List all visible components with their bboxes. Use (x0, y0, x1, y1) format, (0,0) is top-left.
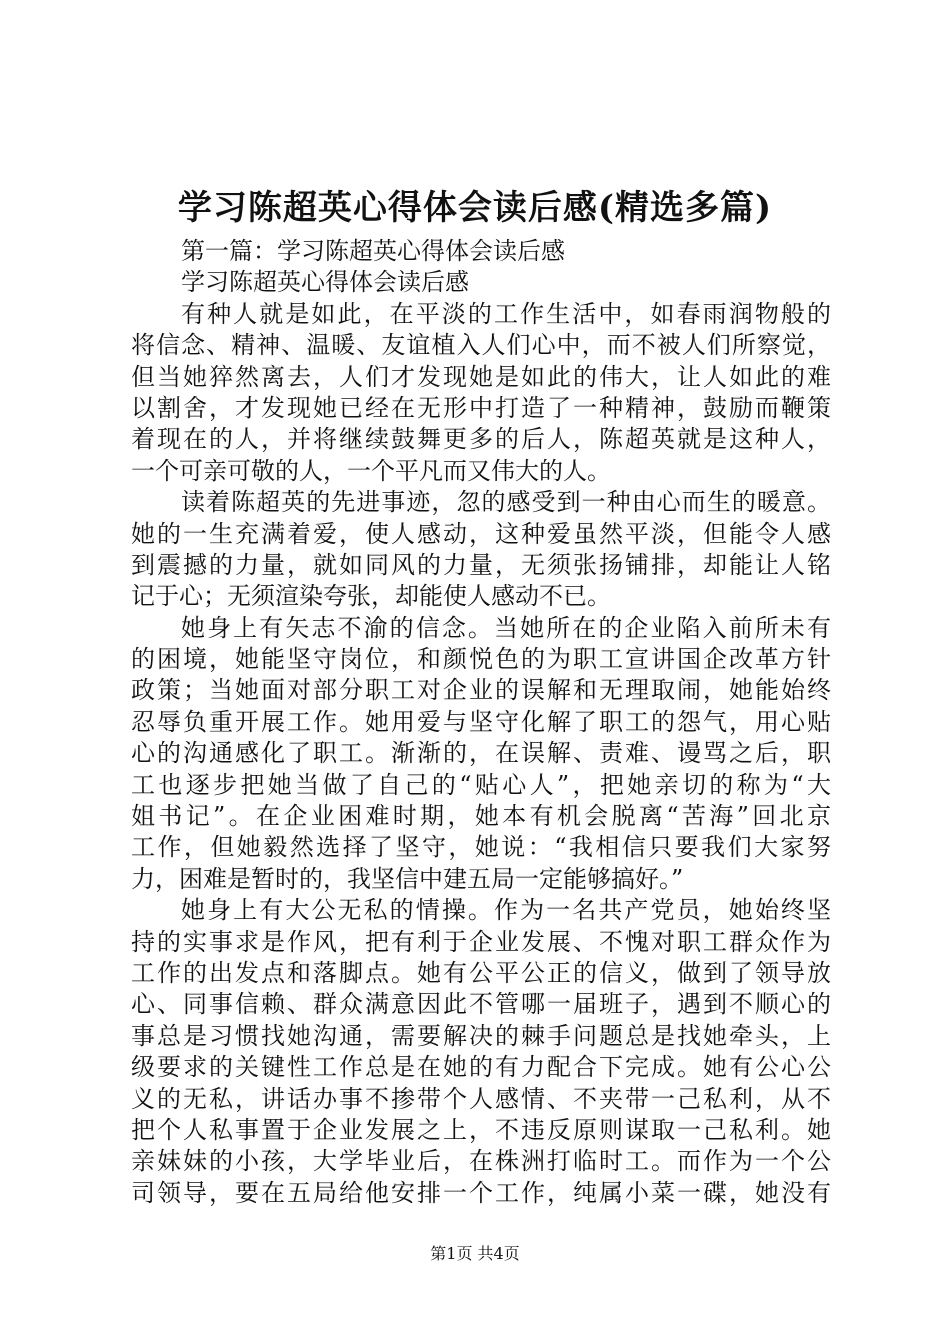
text-line: 有种人就是如此，在平淡的工作生活中，如春雨润物般的 (181, 299, 831, 328)
text-line: 心的沟通感化了职工。渐渐的，在误解、责难、谩骂之后，职 (131, 739, 831, 768)
text-line: 读着陈超英的先进事迹，忽的感受到一种由心而生的暖意。 (181, 488, 831, 517)
text-line: 级要求的关键性工作总是在她的有力配合下完成。她有公心公 (131, 1053, 831, 1082)
text-line: 义的无私，讲话办事不掺带个人感情、不夹带一己私利，从不 (131, 1084, 831, 1113)
text-line: 司领导，要在五局给他安排一个工作，纯属小菜一碟，她没有 (131, 1178, 831, 1207)
document-body (131, 236, 831, 1209)
text-line: 的困境，她能坚守岗位，和颜悦色的为职工宣讲国企改革方针 (131, 645, 831, 674)
text-line: 政策；当她面对部分职工对企业的误解和无理取闹，她能始终 (131, 676, 831, 705)
text-line: 工作，但她毅然选择了坚守，她说：“我相信只要我们大家努 (131, 833, 831, 862)
text-line: 持的实事求是作风，把有利于企业发展、不愧对职工群众作为 (131, 927, 831, 956)
text-line: 工作的出发点和落脚点。她有公平公正的信义，做到了领导放 (131, 958, 831, 987)
text-line: 把个人私事置于企业发展之上，不违反原则谋取一己私利。她 (131, 1115, 831, 1144)
text-line: 她身上有大公无私的情操。作为一名共产党员，她始终坚 (181, 896, 831, 925)
text-line: 亲妹妹的小孩，大学毕业后，在株洲打临时工。而作为一个公 (131, 1147, 831, 1176)
page-number-footer: 第1页 共4页 (430, 1244, 520, 1263)
article-heading: 学习陈超英心得体会读后感 (181, 268, 469, 297)
text-line: 心、同事信赖、群众满意因此不管哪一届班子，遇到不顺心的 (131, 990, 831, 1019)
text-line: 记于心；无须渲染夸张，却能使人感动不已。 (131, 582, 611, 611)
text-line: 忍辱负重开展工作。她用爱与坚守化解了职工的怨气，用心贴 (131, 707, 831, 736)
text-line: 将信念、精神、温暖、友谊植入人们心中，而不被人们所察觉， (131, 331, 831, 360)
text-line: 姐书记”。在企业困难时期，她本有机会脱离“苦海”回北京 (131, 802, 831, 831)
text-line: 着现在的人，并将继续鼓舞更多的后人，陈超英就是这种人， (131, 425, 831, 454)
text-line: 力，困难是暂时的，我坚信中建五局一定能够搞好。” (131, 864, 684, 893)
text-line: 到震撼的力量，就如同风的力量，无须张扬铺排，却能让人铭 (131, 550, 831, 579)
document-title: 学习陈超英心得体会读后感(精选多篇) (177, 188, 773, 228)
text-line: 她身上有矢志不渝的信念。当她所在的企业陷入前所未有 (181, 613, 831, 642)
text-line: 以割舍，才发现她已经在无形中打造了一种精神，鼓励而鞭策 (131, 393, 831, 422)
text-line: 事总是习惯找她沟通，需要解决的棘手问题总是找她牵头，上 (131, 1021, 831, 1050)
text-line: 工也逐步把她当做了自己的“贴心人”，把她亲切的称为“大 (131, 770, 831, 799)
text-line: 一个可亲可敬的人，一个平凡而又伟大的人。 (131, 456, 611, 485)
section-heading: 第一篇：学习陈超英心得体会读后感 (181, 237, 565, 265)
text-line: 但当她猝然离去，人们才发现她是如此的伟大，让人如此的难 (131, 362, 831, 391)
text-line: 她的一生充满着爱，使人感动，这种爱虽然平淡，但能令人感 (131, 519, 831, 548)
